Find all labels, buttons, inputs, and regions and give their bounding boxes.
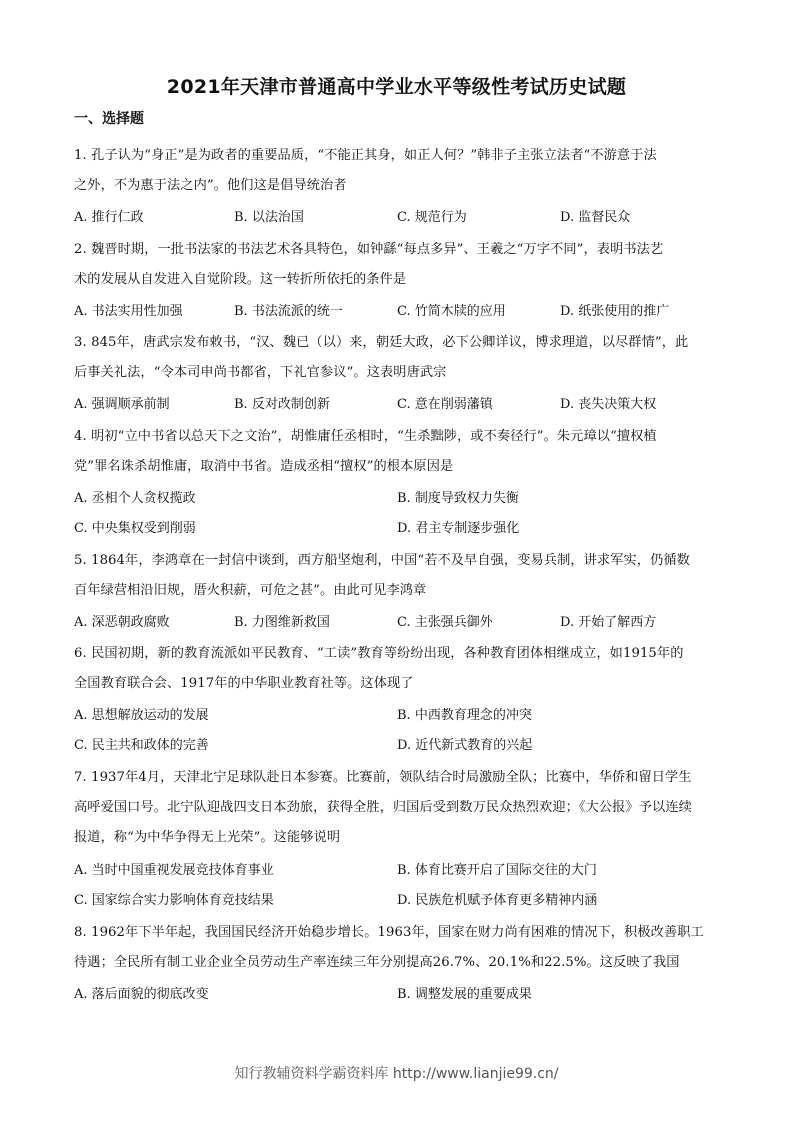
q1-option-b: B. 以法治国	[234, 210, 304, 225]
q2-option-d: D. 纸张使用的推广	[560, 304, 670, 319]
q3-option-d: D. 丧失决策大权	[560, 397, 657, 412]
q1-line-1: 1. 孔子认为“身正”是为政者的重要品质，“不能正其身，如正人何？”韩非子主张立法者“不游意于法	[74, 148, 657, 163]
q6-option-b: B. 中西教育理念的冲突	[397, 708, 532, 723]
q6-line-1: 6. 民国初期，新的教育流派如平民教育、“工读”教育等纷纷出现，各种教育团体相继成立，如1915年的	[74, 646, 684, 661]
q1-option-a: A. 推行仁政	[74, 210, 144, 225]
q4-option-a: A. 丞相个人贪权揽政	[74, 491, 196, 506]
q8-line-1: 8. 1962年下半年起，我国国民经济开始稳步增长。1963年，国家在财力尚有困难的情况下，积极改善职工	[74, 925, 704, 940]
q3-option-b: B. 反对改制创新	[234, 397, 330, 412]
q5-line-1: 5. 1864年，李鸿章在一封信中谈到，西方船坚炮利，中国“若不及早自强，变易兵制，讲求军实，仍循数	[74, 553, 690, 568]
q1-option-d: D. 监督民众	[560, 210, 631, 225]
q7-line-1: 7. 1937年4月，天津北宁足球队赴日本参赛。比赛前，领队结合时局激励全队；比赛中，华侨和留日学生	[74, 770, 692, 785]
q2-option-a: A. 书法实用性加强	[74, 304, 183, 319]
q5-option-a: A. 深恶朝政腐败	[74, 615, 170, 630]
q4-line-1: 4. 明初“立中书省以总天下之文治”，胡惟庸任丞相时，“生杀黜陟，或不奏径行”。朱元璋以“擅权植	[74, 429, 657, 444]
q6-option-d: D. 近代新式教育的兴起	[397, 738, 533, 753]
q6-line-2: 全国教育联合会、1917年的中华职业教育社等。这体现了	[74, 676, 414, 691]
q3-line-2: 后事关礼法，“令本司申尚书都省，下礼官参议”。这表明唐武宗	[74, 365, 447, 380]
q2-option-c: C. 竹简木牍的应用	[397, 304, 506, 319]
q6-option-a: A. 思想解放运动的发展	[74, 708, 209, 723]
q2-option-b: B. 书法流派的统一	[234, 304, 343, 319]
footer-watermark: 知行教辅资料学霸资料库 http://www.lianjie99.cn/	[234, 1066, 559, 1082]
q6-option-c: C. 民主共和政体的完善	[74, 738, 209, 753]
q5-option-b: B. 力图维新救国	[234, 615, 330, 630]
q8-option-b: B. 调整发展的重要成果	[397, 987, 532, 1002]
section-heading: 一、选择题	[74, 111, 144, 127]
q5-line-2: 百年绿营相沿旧规，厝火积薪，可危之甚”。由此可见李鸿章	[74, 583, 427, 598]
q8-option-a: A. 落后面貌的彻底改变	[74, 987, 209, 1002]
q4-option-d: D. 君主专制逐步强化	[397, 521, 520, 536]
q3-option-c: C. 意在削弱藩镇	[397, 397, 493, 412]
q3-line-1: 3. 845年，唐武宗发布敕书，“汉、魏已（以）来，朝廷大政，必下公卿详议，博求理道，以尽群情”，此	[74, 335, 689, 350]
q4-option-c: C. 中央集权受到削弱	[74, 521, 196, 536]
q7-option-d: D. 民族危机赋予体育更多精神内涵	[397, 893, 598, 908]
q4-option-b: B. 制度导致权力失衡	[397, 491, 519, 506]
q2-line-2: 术的发展从自发进入自觉阶段。这一转折所依托的条件是	[74, 272, 407, 287]
q2-line-1: 2. 魏晋时期，一批书法家的书法艺术各具特色，如钟繇“每点多异”、王羲之“万字不同”，表明书法艺	[74, 242, 664, 257]
q1-line-2: 之外，不为惠于法之内”。他们这是倡导统治者	[74, 178, 347, 193]
q7-option-c: C. 国家综合实力影响体育竞技结果	[74, 893, 274, 908]
q5-option-c: C. 主张强兵御外	[397, 615, 493, 630]
q7-line-3: 报道，称“为中华争得无上光荣”。这能够说明	[74, 830, 341, 845]
q7-line-2: 高呼爱国口号。北宁队迎战四支日本劲旅，获得全胜，归国后受到数万民众热烈欢迎；《大公报》予以连续	[74, 800, 692, 815]
q4-line-2: 党”罪名诛杀胡惟庸，取消中书省。造成丞相“擅权”的根本原因是	[74, 459, 454, 474]
page-title: 2021年天津市普通高中学业水平等级性考试历史试题	[166, 76, 627, 98]
q5-option-d: D. 开始了解西方	[560, 615, 657, 630]
q1-option-c: C. 规范行为	[397, 210, 467, 225]
q7-option-b: B. 体育比赛开启了国际交往的大门	[397, 863, 597, 878]
q8-line-2: 待遇；全民所有制工业企业全员劳动生产率连续三年分别提高26.7%、20.1%和22.5%。这反映了我国	[74, 955, 680, 970]
q3-option-a: A. 强调顺承前制	[74, 397, 170, 412]
q7-option-a: A. 当时中国重视发展竞技体育事业	[74, 863, 274, 878]
